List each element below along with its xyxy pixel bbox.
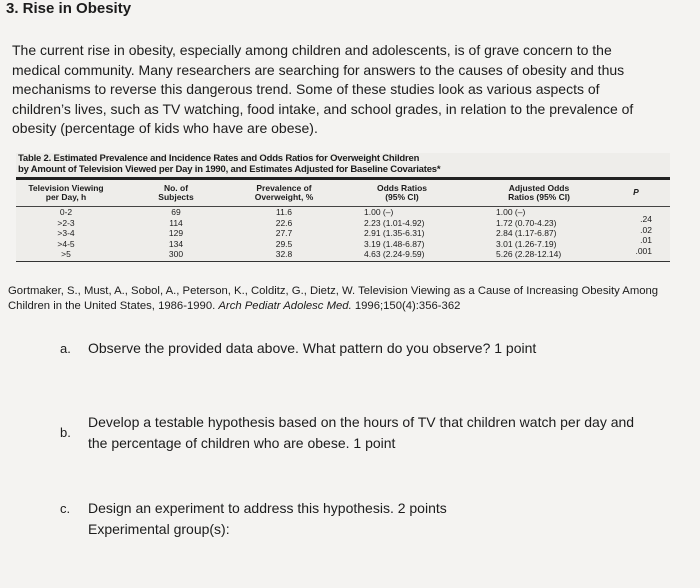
table-cell-prevalence: 11.6 [276,207,292,217]
header-prevalence-line2: Overweight, % [254,192,314,202]
header-subjects [151,184,201,202]
header-prevalence-line1: Prevalence of [256,183,312,193]
table-cell-subjects: 300 [168,249,184,259]
table-cell-viewing: >3-4 [57,228,75,238]
question-c-text [88,498,447,540]
table-cell-odds: 3.19 (1.48-6.87) [364,238,425,249]
table-cell-odds: 2.23 (1.01-4.92) [364,217,425,228]
header-p: P [633,187,639,197]
table-cell-adjusted: 1.00 (–) [496,207,526,217]
header-subjects-line2: Subjects [158,192,194,202]
table-cell-p: .001 [635,245,652,256]
question-b-line-1: Develop a testable hypothesis based on the hours of TV that children watch per day and [88,414,635,430]
question-heading: 3. Rise in Obesity [6,0,132,17]
table-cell-viewing: 0-2 [59,207,73,217]
header-odds-line2: (95% CI) [385,192,419,202]
table-cell-adjusted: 2.84 (1.17-6.87) [496,228,557,238]
header-prevalence [244,184,324,202]
table-cell-p: .02 [640,224,652,235]
column-odds [364,207,474,260]
table-cell-subjects: 129 [168,228,184,238]
intro-paragraph: The current rise in obesity, especially among children and adolescents, is of grave concern to the medical community. Many researchers are searching for answers to the causes of obesity and thus mechanisms to reverse this dangerous trend. Some of these studies look as various aspects of children’s lives, such as TV watching, food intake, and school grades, in relation to the prevalence of obesity (percentage of kids who have are obese). [12,42,634,136]
column-subjects [151,207,201,260]
column-prevalence [244,207,324,260]
table-cell-adjusted: 5.26 (2.28-12.14) [496,249,562,259]
header-odds [362,184,442,202]
header-subjects-line1: No. of [163,183,189,193]
question-b-text [88,412,634,454]
table-cell-prevalence: 32.8 [275,249,293,259]
table-cell-viewing: >5 [61,249,71,259]
data-table [16,153,670,262]
column-adjusted [496,207,606,260]
table-cell-prevalence: 29.5 [275,238,293,249]
table-cell-prevalence: 22.6 [275,217,293,228]
table-cell-odds: 2.91 (1.35-6.31) [364,228,425,238]
table-header-row [16,180,670,207]
table-cell-adjusted: 1.72 (0.70-4.23) [496,217,557,228]
table-cell-adjusted: 3.01 (1.26-7.19) [496,238,557,249]
header-viewing-line2: per Day, h [45,192,87,202]
header-adjusted-line2: Ratios (95% CI) [508,192,570,202]
header-odds-line1: Odds Ratios [376,183,428,193]
question-c-line-1: Design an experiment to address this hypothesis. 2 points [88,500,447,516]
table-title [16,153,670,175]
question-b-label: b. [60,425,71,440]
question-a [60,338,680,360]
table-cell-odds: 1.00 (–) [364,207,394,217]
table-cell-subjects: 134 [168,238,184,249]
question-c-label: c. [60,501,71,516]
question-b [60,412,690,456]
question-a-text: Observe the provided data above. What pattern do you observe? 1 point [88,340,537,356]
table-cell-viewing: >4-5 [57,238,75,249]
citation-authors: Gortmaker, S., Must, A., Sobol, A., Peterson, K., Colditz, G., Dietz, W. Television Viewing as a Cause of Increasing Obesity Among Children in the United States, 1986-1990. [8,285,659,312]
question-c-line-2: Experimental group(s): [88,521,230,537]
header-viewing-line1: Television Viewing [28,183,104,193]
header-adjusted [494,184,584,202]
table-bottom-rule [16,261,670,262]
table-cell-subjects: 114 [169,217,183,228]
table-cell-prevalence: 27.7 [275,228,293,238]
table-body [16,207,670,261]
table-cell-odds: 4.63 (2.24-9.59) [364,249,425,259]
question-b-line-2: the percentage of children who are obese. 1 point [88,435,396,451]
column-viewing [16,207,116,260]
table-cell-subjects: 69 [171,207,181,217]
question-a-label: a. [60,341,71,356]
table-title-line-2: by Amount of Television Viewed per Day in 1990, and Estimates Adjusted for Baseline Covariates* [18,164,441,175]
header-adjusted-line1: Adjusted Odds [508,183,570,193]
citation-volume: 1996;150(4):356-362 [351,300,461,312]
table-title-line-1: Table 2. Estimated Prevalence and Incidence Rates and Odds Ratios for Overweight Children [18,153,420,164]
header-viewing [16,184,116,202]
table-cell-p: .01 [640,235,652,245]
table-cell-viewing: >2-3 [57,217,75,228]
table-cell-p: .24 [640,214,652,224]
citation-journal: Arch Pediatr Adolesc Med. [218,300,352,312]
column-p [628,214,652,256]
question-c [60,498,680,542]
citation [8,284,678,314]
